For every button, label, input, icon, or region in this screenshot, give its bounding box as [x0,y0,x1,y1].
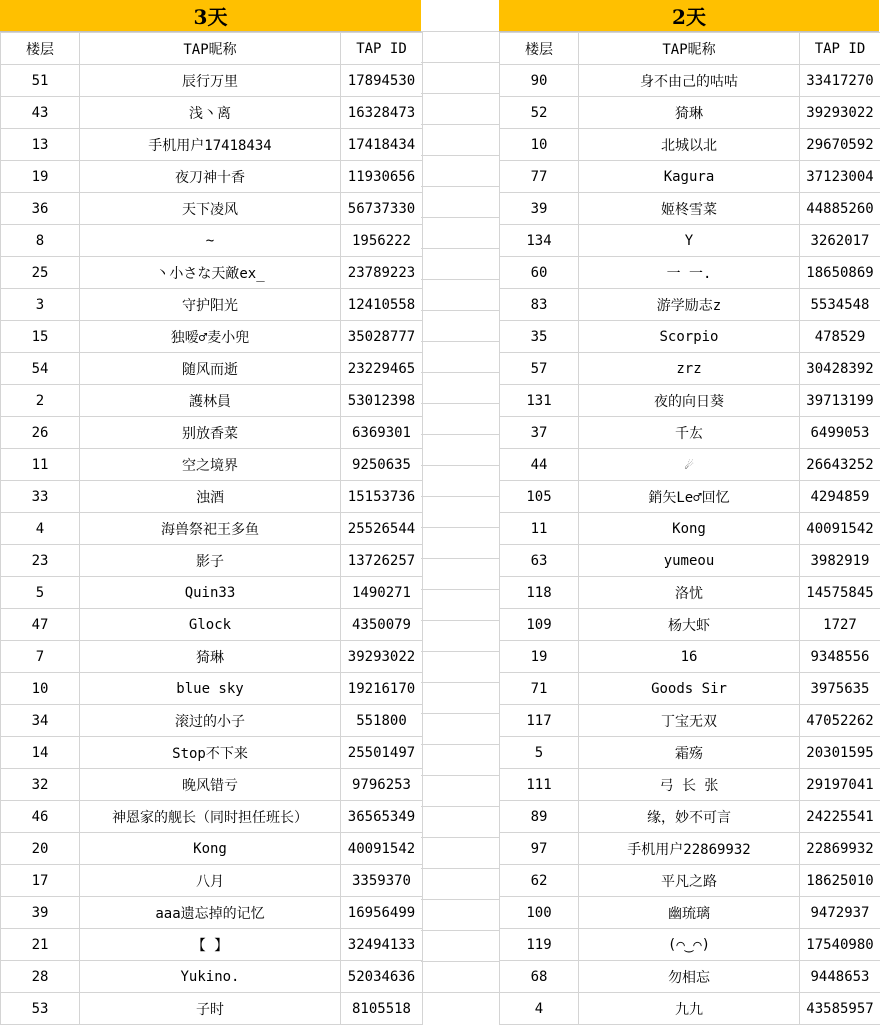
floor-cell: 25 [1,257,80,289]
floor-cell: 13 [1,129,80,161]
table-row [1,417,423,449]
nickname-cell: 夜的向日葵 [579,385,800,417]
floor-cell: 47 [1,609,80,641]
floor-cell: 35 [500,321,579,353]
left-table [0,32,423,1025]
right-header-row [500,33,880,65]
nickname-cell: 一 一. [579,257,800,289]
spacer-cell [421,156,499,187]
spacer-cell [421,125,499,156]
tap-id-cell: 40091542 [800,513,880,545]
floor-cell: 39 [500,193,579,225]
floor-cell: 90 [500,65,579,97]
floor-cell: 83 [500,289,579,321]
table-row [500,705,880,737]
nickname-cell: 辰行万里 [80,65,341,97]
table-row [500,865,880,897]
floor-cell: 97 [500,833,579,865]
tap-id-cell: 16956499 [341,897,423,929]
spacer-cell [421,900,499,931]
tap-id-cell: 551800 [341,705,423,737]
nickname-cell: Kong [80,833,341,865]
spacer-cell [421,621,499,652]
tap-id-cell: 478529 [800,321,880,353]
table-row [500,65,880,97]
tap-id-cell: 53012398 [341,385,423,417]
tap-id-cell: 39713199 [800,385,880,417]
nickname-cell: 浊酒 [80,481,341,513]
table-row [500,801,880,833]
floor-cell: 68 [500,961,579,993]
floor-cell: 44 [500,449,579,481]
floor-cell: 118 [500,577,579,609]
tap-id-cell: 15153736 [341,481,423,513]
spacer-cell [421,683,499,714]
nickname-cell: 海兽祭祀王多鱼 [80,513,341,545]
right-table-panel [499,0,879,1025]
nickname-cell: 丶小さな天敵ex_ [80,257,341,289]
table-row [500,641,880,673]
spacer-cell [421,342,499,373]
spacer-cell [421,249,499,280]
table-row [500,609,880,641]
spacer-cell [421,590,499,621]
nickname-cell: 浅丶离 [80,97,341,129]
nickname-cell: Y [579,225,800,257]
spacer-cell [421,311,499,342]
nickname-cell: 護林員 [80,385,341,417]
nickname-cell: 神恩家的舰长（同时担任班长） [80,801,341,833]
floor-cell: 32 [1,769,80,801]
nickname-cell: Stop不下来 [80,737,341,769]
floor-cell: 77 [500,161,579,193]
floor-cell: 5 [1,577,80,609]
nickname-cell: 千厷 [579,417,800,449]
floor-cell: 33 [1,481,80,513]
table-row [500,833,880,865]
spacer-cell [421,218,499,249]
floor-cell: 62 [500,865,579,897]
tap-id-cell: 29197041 [800,769,880,801]
tap-id-cell: 44885260 [800,193,880,225]
table-row [500,417,880,449]
tap-id-cell: 30428392 [800,353,880,385]
table-row [500,737,880,769]
floor-cell: 28 [1,961,80,993]
tap-id-cell: 20301595 [800,737,880,769]
nickname-cell: 守护阳光 [80,289,341,321]
floor-cell: 46 [1,801,80,833]
nickname-cell: Glock [80,609,341,641]
right-table-body [500,65,880,1025]
spacer-cell [421,32,499,63]
table-row [1,673,423,705]
floor-cell: 10 [1,673,80,705]
floor-cell: 111 [500,769,579,801]
table-row [1,449,423,481]
nickname-cell: 晚风错亏 [80,769,341,801]
nickname-cell: Kagura [579,161,800,193]
tap-id-cell: 11930656 [341,161,423,193]
table-row [1,257,423,289]
tap-id-cell: 6369301 [341,417,423,449]
spacer-cell [421,497,499,528]
tap-id-cell: 17540980 [800,929,880,961]
nickname-cell: 姬柊雪菜 [579,193,800,225]
floor-cell: 100 [500,897,579,929]
spacer-cell [421,280,499,311]
floor-cell: 117 [500,705,579,737]
table-row [1,801,423,833]
right-table [499,32,880,1025]
table-row [1,321,423,353]
table-row [500,929,880,961]
tap-id-cell: 6499053 [800,417,880,449]
tap-id-cell: 29670592 [800,129,880,161]
floor-cell: 34 [1,705,80,737]
floor-cell: 119 [500,929,579,961]
spacer-cell [421,94,499,125]
tap-id-cell: 16328473 [341,97,423,129]
tap-id-cell: 17418434 [341,129,423,161]
floor-cell: 105 [500,481,579,513]
spacer-cell [421,776,499,807]
nickname-cell: yumeou [579,545,800,577]
nickname-cell: Kong [579,513,800,545]
left-table-title: 3天 [0,0,421,32]
spacer-cell [421,559,499,590]
floor-cell: 57 [500,353,579,385]
tap-id-cell: 47052262 [800,705,880,737]
tap-id-cell: 23229465 [341,353,423,385]
nickname-cell: 夜刀神十香 [80,161,341,193]
left-header-row [1,33,423,65]
table-row [500,289,880,321]
floor-cell: 63 [500,545,579,577]
tap-id-cell: 39293022 [341,641,423,673]
nickname-cell: 北城以北 [579,129,800,161]
spacer-cell [421,838,499,869]
floor-cell: 19 [500,641,579,673]
floor-cell: 10 [500,129,579,161]
table-row [500,225,880,257]
floor-cell: 71 [500,673,579,705]
tap-id-cell: 8105518 [341,993,423,1025]
tap-id-cell: 43585957 [800,993,880,1025]
header-floor: 楼层 [500,33,579,65]
nickname-cell: 空之境界 [80,449,341,481]
table-row [500,193,880,225]
header-tap-id: TAP ID [341,33,423,65]
table-row [1,865,423,897]
nickname-cell: 手机用户22869932 [579,833,800,865]
floor-cell: 4 [500,993,579,1025]
table-row [500,257,880,289]
nickname-cell: 滚过的小子 [80,705,341,737]
nickname-cell: (⌒‿⌒) [579,929,800,961]
tap-id-cell: 3982919 [800,545,880,577]
tap-id-cell: 3975635 [800,673,880,705]
tap-id-cell: 32494133 [341,929,423,961]
tap-id-cell: 56737330 [341,193,423,225]
table-row [500,161,880,193]
table-row [1,705,423,737]
tap-id-cell: 26643252 [800,449,880,481]
nickname-cell: 猗琳 [80,641,341,673]
header-nickname: TAP昵称 [80,33,341,65]
floor-cell: 23 [1,545,80,577]
tap-id-cell: 9472937 [800,897,880,929]
tap-id-cell: 24225541 [800,801,880,833]
table-row [1,513,423,545]
spacer-cell [421,187,499,218]
nickname-cell: ☄ [579,449,800,481]
floor-cell: 19 [1,161,80,193]
floor-cell: 5 [500,737,579,769]
floor-cell: 89 [500,801,579,833]
floor-cell: 17 [1,865,80,897]
tap-id-cell: 35028777 [341,321,423,353]
right-table-title: 2天 [499,0,879,32]
spacer-cell [421,435,499,466]
floor-cell: 11 [500,513,579,545]
tap-id-cell: 25526544 [341,513,423,545]
nickname-cell: 天下凌风 [80,193,341,225]
header-nickname: TAP昵称 [579,33,800,65]
spacer-cell [421,404,499,435]
floor-cell: 15 [1,321,80,353]
floor-cell: 4 [1,513,80,545]
floor-cell: 131 [500,385,579,417]
nickname-cell: 杨大虾 [579,609,800,641]
nickname-cell: Goods Sir [579,673,800,705]
table-row [1,353,423,385]
tap-id-cell: 1490271 [341,577,423,609]
table-row [500,993,880,1025]
spacer-cell [421,869,499,900]
nickname-cell: Yukino. [80,961,341,993]
left-table-body [1,65,423,1025]
nickname-cell: 身不由己的咕咕 [579,65,800,97]
tap-id-cell: 13726257 [341,545,423,577]
tap-id-cell: 9796253 [341,769,423,801]
nickname-cell: 16 [579,641,800,673]
table-row [1,769,423,801]
table-row [1,193,423,225]
floor-cell: 36 [1,193,80,225]
spacer-cell [421,714,499,745]
floor-cell: 52 [500,97,579,129]
spacer-cell [421,373,499,404]
tap-id-cell: 25501497 [341,737,423,769]
tap-id-cell: 52034636 [341,961,423,993]
table-row [1,289,423,321]
table-row [1,641,423,673]
floor-cell: 43 [1,97,80,129]
tap-id-cell: 1956222 [341,225,423,257]
table-row [1,225,423,257]
table-row [500,481,880,513]
table-row [500,353,880,385]
table-row [500,97,880,129]
tap-id-cell: 9250635 [341,449,423,481]
table-row [500,577,880,609]
table-row [1,609,423,641]
tap-id-cell: 19216170 [341,673,423,705]
nickname-cell: ~ [80,225,341,257]
tap-id-cell: 9348556 [800,641,880,673]
table-row [1,545,423,577]
nickname-cell: 弓 长 张 [579,769,800,801]
nickname-cell: blue sky [80,673,341,705]
nickname-cell: 子时 [80,993,341,1025]
table-row [1,97,423,129]
floor-cell: 109 [500,609,579,641]
nickname-cell: 手机用户17418434 [80,129,341,161]
spacer-cell [421,652,499,683]
spacer-cell [421,931,499,962]
tap-id-cell: 23789223 [341,257,423,289]
spacer-cell [421,63,499,94]
nickname-cell: 游学励志z [579,289,800,321]
floor-cell: 51 [1,65,80,97]
spacer-column [421,0,499,1025]
table-row [1,929,423,961]
nickname-cell: aaa遗忘掉的记忆 [80,897,341,929]
tap-id-cell: 22869932 [800,833,880,865]
table-row [500,769,880,801]
floor-cell: 2 [1,385,80,417]
floor-cell: 3 [1,289,80,321]
tap-id-cell: 9448653 [800,961,880,993]
tap-id-cell: 18650869 [800,257,880,289]
tap-id-cell: 40091542 [341,833,423,865]
spacer-cell [421,745,499,776]
tap-id-cell: 37123004 [800,161,880,193]
nickname-cell: 九九 [579,993,800,1025]
table-row [1,897,423,929]
tap-id-cell: 18625010 [800,865,880,897]
table-row [1,577,423,609]
nickname-cell: Quin33 [80,577,341,609]
table-row [1,129,423,161]
table-row [500,673,880,705]
spacer-cell [421,466,499,497]
nickname-cell: 平凡之路 [579,865,800,897]
table-row [1,961,423,993]
floor-cell: 53 [1,993,80,1025]
nickname-cell: 幽琉璃 [579,897,800,929]
tap-id-cell: 3262017 [800,225,880,257]
nickname-cell: 影子 [80,545,341,577]
table-row [500,513,880,545]
header-tap-id: TAP ID [800,33,880,65]
nickname-cell: 缘，妙不可言 [579,801,800,833]
nickname-cell: 勿相忘 [579,961,800,993]
left-table-panel [0,0,421,1025]
table-row [500,129,880,161]
nickname-cell: 独嗳♂麦小兜 [80,321,341,353]
table-row [1,481,423,513]
tap-id-cell: 17894530 [341,65,423,97]
nickname-cell: 八月 [80,865,341,897]
tap-id-cell: 33417270 [800,65,880,97]
floor-cell: 20 [1,833,80,865]
header-floor: 楼层 [1,33,80,65]
table-row [1,161,423,193]
tap-id-cell: 3359370 [341,865,423,897]
spacer-cell [421,0,499,32]
spacer-cell [421,528,499,559]
floor-cell: 26 [1,417,80,449]
tap-id-cell: 1727 [800,609,880,641]
nickname-cell: 猗琳 [579,97,800,129]
nickname-cell: 洛忧 [579,577,800,609]
nickname-cell: zrz [579,353,800,385]
table-row [500,897,880,929]
nickname-cell: 【 】 [80,929,341,961]
tap-id-cell: 4294859 [800,481,880,513]
table-row [1,385,423,417]
nickname-cell: 霜殇 [579,737,800,769]
floor-cell: 134 [500,225,579,257]
tap-id-cell: 36565349 [341,801,423,833]
floor-cell: 21 [1,929,80,961]
floor-cell: 54 [1,353,80,385]
table-row [1,833,423,865]
tap-id-cell: 4350079 [341,609,423,641]
floor-cell: 7 [1,641,80,673]
tap-id-cell: 14575845 [800,577,880,609]
table-row [500,961,880,993]
floor-cell: 37 [500,417,579,449]
nickname-cell: 銷矢Le♂回忆 [579,481,800,513]
table-row [500,545,880,577]
nickname-cell: 随风而逝 [80,353,341,385]
floor-cell: 14 [1,737,80,769]
tap-id-cell: 39293022 [800,97,880,129]
floor-cell: 11 [1,449,80,481]
floor-cell: 39 [1,897,80,929]
nickname-cell: Scorpio [579,321,800,353]
floor-cell: 60 [500,257,579,289]
table-row [500,385,880,417]
table-row [1,993,423,1025]
table-row [500,449,880,481]
tap-id-cell: 12410558 [341,289,423,321]
spacer-cell [421,962,499,993]
table-row [1,65,423,97]
floor-cell: 8 [1,225,80,257]
nickname-cell: 丁宝无双 [579,705,800,737]
nickname-cell: 别放香菜 [80,417,341,449]
spacer-cell [421,807,499,838]
tap-id-cell: 5534548 [800,289,880,321]
table-row [1,737,423,769]
table-row [500,321,880,353]
